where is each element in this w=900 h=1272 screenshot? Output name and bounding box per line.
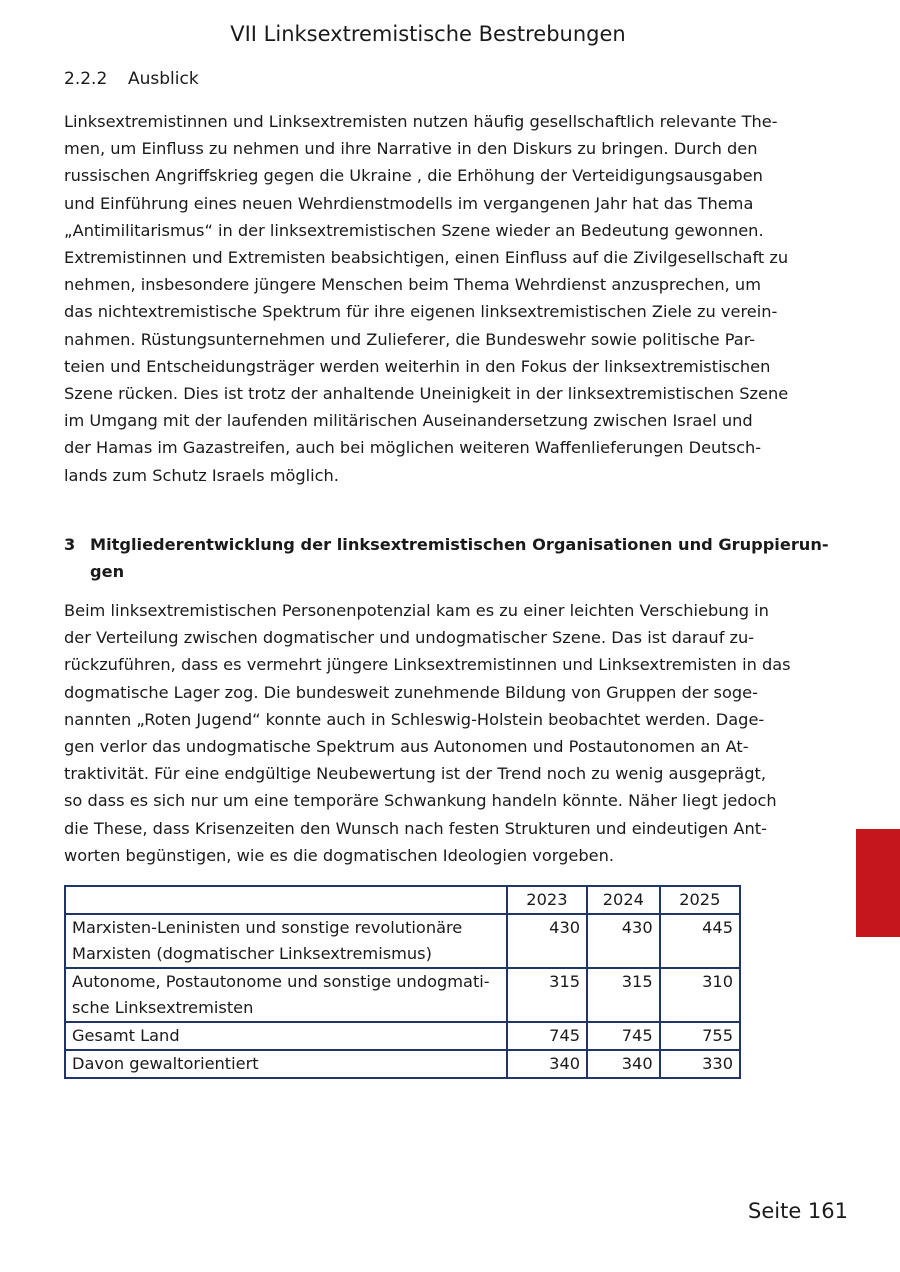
table-cell: 315 [507, 968, 587, 1022]
table-cell: 315 [587, 968, 660, 1022]
text-line: der Verteilung zwischen dogmatischer und undogmatischer Szene. Das ist darauf zu- [64, 628, 755, 648]
text-line: men, um Einfluss zu nehmen und ihre Narrative in den Diskurs zu bringen. Durch den [64, 139, 758, 159]
text-line: nannten „Roten Jugend“ konnte auch in Schleswig-Holstein beobachtet werden. Dage- [64, 709, 765, 729]
section-heading [64, 69, 199, 89]
text-line: die These, dass Krisenzeiten den Wunsch nach festen Strukturen und eindeutigen Ant- [64, 818, 767, 838]
table-cell: 430 [507, 914, 587, 968]
text-line: worten begünstigen, wie es die dogmatischen Ideologien vorgeben. [64, 845, 614, 865]
table-cell: 340 [507, 1050, 587, 1078]
chapter-color-tab [856, 829, 900, 937]
text-line: Extremistinnen und Extremisten beabsichtigen, einen Einfluss auf die Zivilgesellschaft zu [64, 248, 789, 268]
table-header-row [65, 886, 740, 914]
text-line: so dass es sich nur um eine temporäre Schwankung handeln könnte. Näher liegt jedoch [64, 791, 777, 811]
table-row [65, 914, 740, 968]
row-label [65, 968, 507, 1022]
table-cell: 330 [660, 1050, 740, 1078]
page-number: Seite 161 [748, 1199, 848, 1223]
table-row [65, 1022, 740, 1050]
text-line: dogmatische Lager zog. Die bundesweit zunehmende Bildung von Gruppen der soge- [64, 682, 758, 702]
row-label-line: Autonome, Postautonome und sonstige undogmati- [72, 972, 490, 991]
text-line: das nichtextremistische Spektrum für ihre eigenen linksextremistischen Ziele zu verein- [64, 302, 778, 322]
page-header-title: VII Linksextremistische Bestrebungen [230, 22, 626, 46]
text-line: der Hamas im Gazastreifen, auch bei möglichen weiteren Waffenlieferungen Deutsch- [64, 438, 762, 458]
table-header-cell: 2023 [507, 886, 587, 914]
text-line: nehmen, insbesondere jüngere Menschen beim Thema Wehrdienst anzusprechen, um [64, 275, 761, 295]
membership-table [64, 885, 741, 1079]
text-line: „Antimilitarismus“ in der linksextremistischen Szene wieder an Bedeutung gewonnen. [64, 220, 764, 240]
text-line: Szene rücken. Dies ist trotz der anhaltende Uneinigkeit in der linksextremistischen Szene [64, 384, 789, 404]
table-cell: 340 [587, 1050, 660, 1078]
text-line: russischen Angriffskrieg gegen die Ukraine , die Erhöhung der Verteidigungsausgaben [64, 166, 763, 186]
table-header-cell: 2025 [660, 886, 740, 914]
table-header-cell: 2024 [587, 886, 660, 914]
table-row [65, 968, 740, 1022]
paragraph-personenpotenzial [64, 597, 792, 869]
row-label: Gesamt Land [65, 1022, 507, 1050]
table-cell: 745 [587, 1022, 660, 1050]
table-cell: 445 [660, 914, 740, 968]
text-line: lands zum Schutz Israels möglich. [64, 465, 339, 485]
text-line: Linksextremistinnen und Linksextremisten nutzen häufig gesellschaftlich relevante The- [64, 112, 778, 131]
row-label-line: Marxisten-Leninisten und sonstige revolutionäre [72, 918, 463, 937]
text-line: Beim linksextremistischen Personenpotenzial kam es zu einer leichten Verschiebung in [64, 601, 769, 620]
text-line: nahmen. Rüstungsunternehmen und Zulieferer, die Bundeswehr sowie politische Par- [64, 329, 756, 349]
row-label [65, 914, 507, 968]
section-number: 2.2.2 [64, 69, 108, 89]
chapter-title-line: gen [90, 562, 125, 581]
chapter-number: 3 [64, 535, 76, 554]
table-cell: 745 [507, 1022, 587, 1050]
text-line: traktivität. Für eine endgültige Neubewertung ist der Trend noch zu wenig ausgeprägt, [64, 764, 766, 784]
chapter-heading [64, 531, 829, 585]
table-row [65, 1050, 740, 1078]
section-title: Ausblick [128, 69, 199, 89]
text-line: und Einführung eines neuen Wehrdienstmodells im vergangenen Jahr hat das Thema [64, 193, 754, 213]
chapter-title-line: Mitgliederentwicklung der linksextremistischen Organisationen und Gruppierun- [90, 535, 829, 554]
row-label-line: sche Linksextremisten [72, 998, 254, 1017]
row-label-line: Marxisten (dogmatischer Linksextremismus) [72, 944, 432, 963]
table-header-cell [65, 886, 507, 914]
text-line: gen verlor das undogmatische Spektrum aus Autonomen und Postautonomen an At- [64, 737, 749, 757]
row-label: Davon gewaltorientiert [65, 1050, 507, 1078]
text-line: im Umgang mit der laufenden militärischen Auseinandersetzung zwischen Israel und [64, 411, 753, 431]
paragraph-ausblick [64, 108, 792, 489]
table-cell: 755 [660, 1022, 740, 1050]
table-cell: 430 [587, 914, 660, 968]
text-line: teien und Entscheidungsträger werden weiterhin in den Fokus der linksextremistischen [64, 356, 771, 376]
text-line: rückzuführen, dass es vermehrt jüngere Linksextremistinnen und Linksextremisten in das [64, 655, 791, 675]
table-cell: 310 [660, 968, 740, 1022]
